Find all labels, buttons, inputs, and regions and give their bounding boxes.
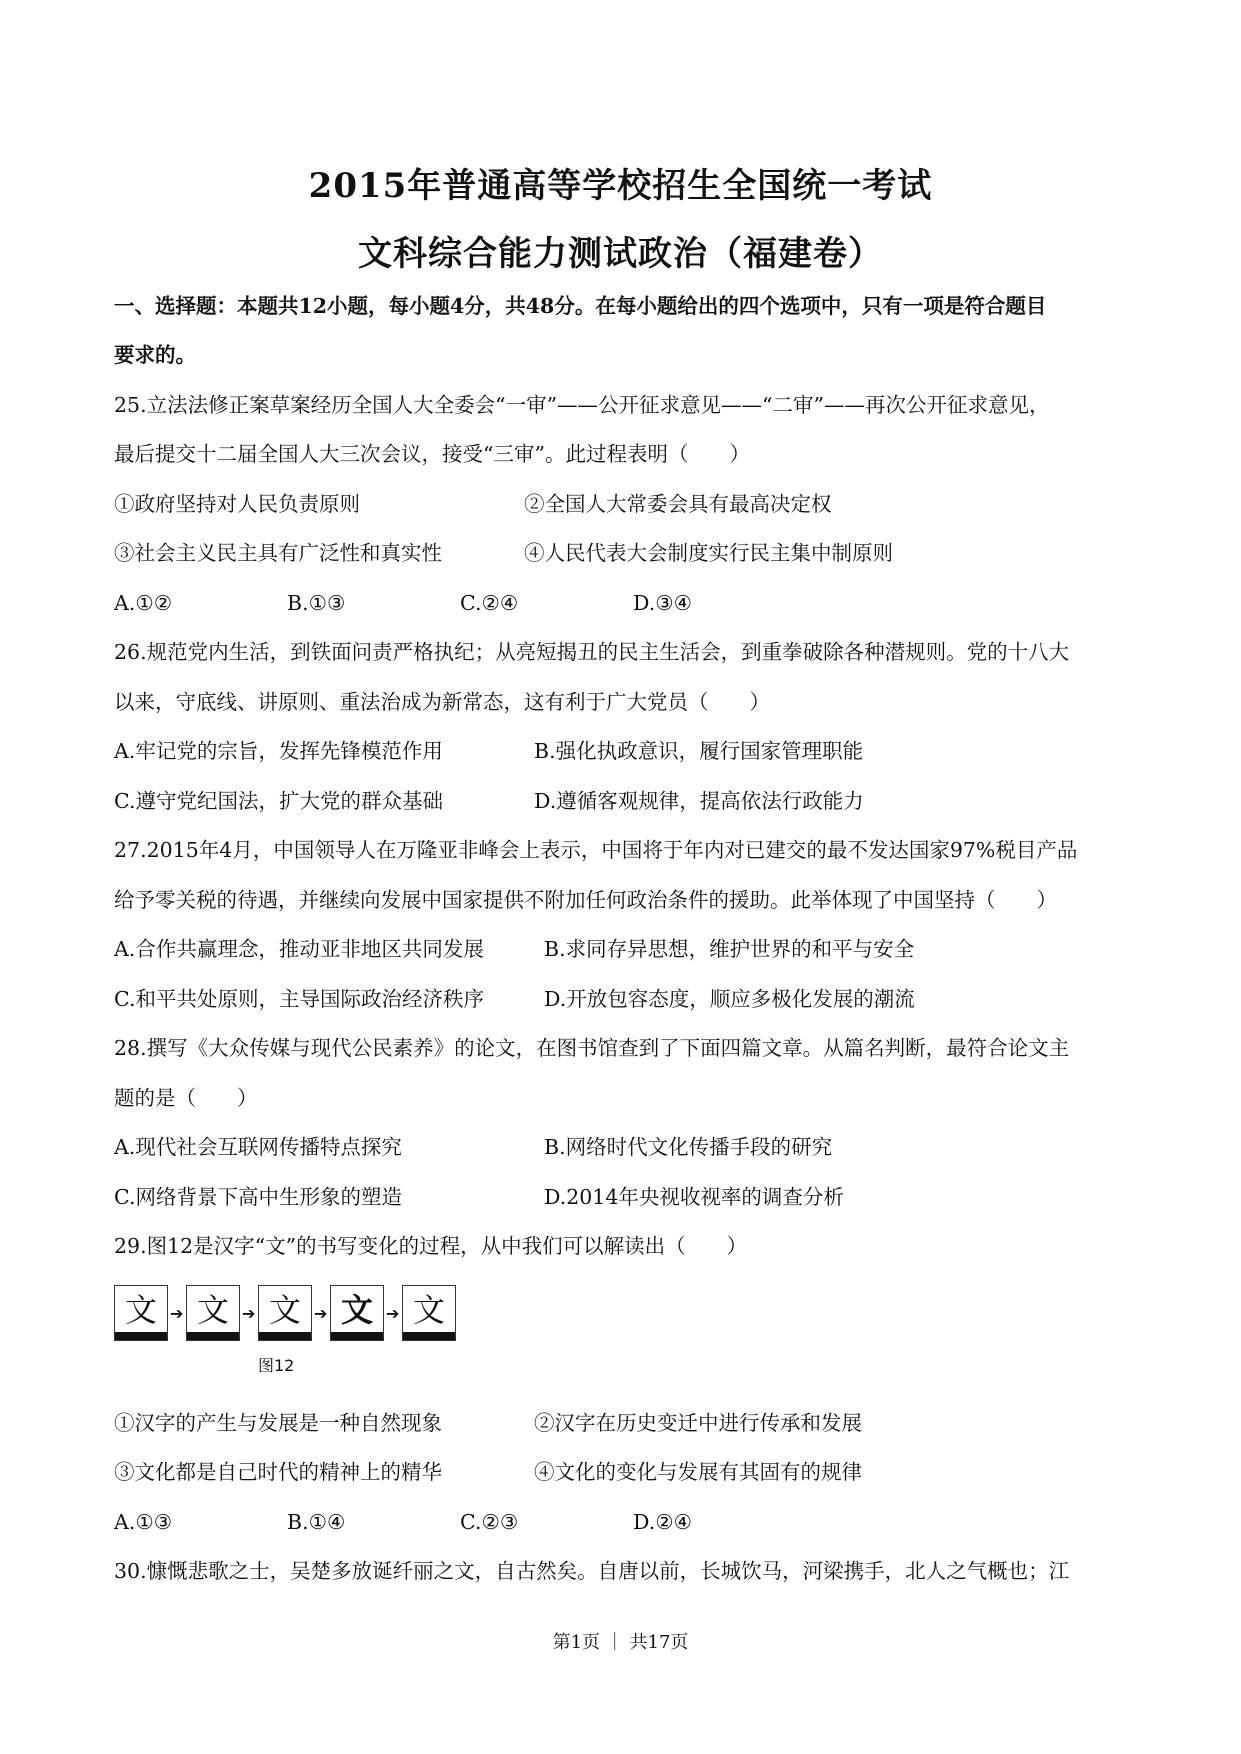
q25-statement-2: ②全国人大常委会具有最高决定权 <box>524 492 832 516</box>
page-footer: 第1页 ｜ 共17页 <box>552 1632 689 1653</box>
glyph-label-bar-2 <box>187 1332 239 1340</box>
q26-stem-line1: 26.规范党内生活，到铁面问责严格执纪；从亮短揭丑的民主生活会，到重拳破除各种潜规则。党的十八大 <box>114 640 1070 664</box>
glyph-stage-5 <box>402 1285 456 1341</box>
q25-statement-3: ③社会主义民主具有广泛性和真实性 <box>114 541 442 565</box>
glyph-char-2: 文 <box>196 1291 229 1329</box>
q28-option-d: D.2014年央视收视率的调查分析 <box>544 1185 844 1209</box>
q25-stem-line1: 25.立法法修正案草案经历全国人大全委会“一审”——公开征求意见——“二审”——再次公开征求意见， <box>114 393 1050 417</box>
q28-option-b: B.网络时代文化传播手段的研究 <box>544 1135 833 1159</box>
q27-option-b: B.求同存异思想，维护世界的和平与安全 <box>544 937 915 961</box>
q25-stem-line2: 最后提交十二届全国人大三次会议，接受“三审”。此过程表明（ ） <box>114 442 750 466</box>
q28-stem-line1: 28.撰写《大众传媒与现代公民素养》的论文，在图书馆查到了下面四篇文章。从篇名判断，最符合论文主 <box>114 1036 1070 1060</box>
exam-title: 2015年普通高等学校招生全国统一考试 <box>308 166 933 206</box>
q26-option-a: A.牢记党的宗旨，发挥先锋模范作用 <box>114 739 443 763</box>
glyph-label-bar-1 <box>115 1332 167 1340</box>
q29-statement-4: ④文化的变化与发展有其固有的规律 <box>534 1460 862 1484</box>
q29-statement-1: ①汉字的产生与发展是一种自然现象 <box>114 1411 442 1435</box>
q29-option-a: A.①③ <box>114 1510 173 1534</box>
q27-option-c: C.和平共处原则，主导国际政治经济秩序 <box>114 987 484 1011</box>
q29-option-d: D.②④ <box>633 1510 692 1534</box>
q27-stem-line1: 27.2015年4月，中国领导人在万隆亚非峰会上表示，中国将于年内对已建交的最不发达国家97%税目产品 <box>114 838 1078 862</box>
q25-option-a: A.①② <box>114 591 173 615</box>
arrow-right-icon: ➔ <box>242 1304 256 1323</box>
figure-caption: 图12 <box>258 1356 295 1375</box>
q27-option-d: D.开放包容态度，顺应多极化发展的潮流 <box>544 987 915 1011</box>
glyph-label-bar-3 <box>259 1332 311 1340</box>
glyph-char-4: 文 <box>340 1291 373 1329</box>
section-instructions-line1: 一、选择题：本题共12小题，每小题4分，共48分。在每小题给出的四个选项中，只有一项是符合题目 <box>114 294 1047 318</box>
arrow-right-icon: ➔ <box>386 1304 400 1323</box>
exam-subtitle: 文科综合能力测试政治（福建卷） <box>358 234 883 274</box>
glyph-char-3: 文 <box>268 1291 301 1329</box>
figure-12-character-evolution <box>114 1285 454 1385</box>
q28-option-c: C.网络背景下高中生形象的塑造 <box>114 1185 402 1209</box>
q25-option-b: B.①③ <box>287 591 346 615</box>
glyph-char-5: 文 <box>412 1291 445 1329</box>
q27-option-a: A.合作共赢理念，推动亚非地区共同发展 <box>114 937 484 961</box>
q29-option-c: C.②③ <box>460 1510 519 1534</box>
section-instructions-line2: 要求的。 <box>114 343 196 367</box>
glyph-stage-2 <box>186 1285 240 1341</box>
q26-option-b: B.强化执政意识，履行国家管理职能 <box>534 739 864 763</box>
glyph-label-bar-4 <box>331 1332 383 1340</box>
q25-option-c: C.②④ <box>460 591 519 615</box>
q29-stem-line1: 29.图12是汉字“文”的书写变化的过程，从中我们可以解读出（ ） <box>114 1234 748 1258</box>
arrow-right-icon: ➔ <box>314 1304 328 1323</box>
glyph-stage-1 <box>114 1285 168 1341</box>
q29-option-b: B.①④ <box>287 1510 346 1534</box>
glyph-stage-4 <box>330 1285 384 1341</box>
q26-stem-line2: 以来，守底线、讲原则、重法治成为新常态，这有利于广大党员（ ） <box>114 690 770 714</box>
glyph-stage-3 <box>258 1285 312 1341</box>
q28-option-a: A.现代社会互联网传播特点探究 <box>114 1135 402 1159</box>
q28-stem-line2: 题的是（ ） <box>114 1086 258 1110</box>
glyph-char-1: 文 <box>124 1291 157 1329</box>
q25-statement-4: ④人民代表大会制度实行民主集中制原则 <box>524 541 893 565</box>
q30-stem-line1: 30.慷慨悲歌之士，吴楚多放诞纤丽之文，自古然矣。自唐以前，长城饮马，河梁携手，北人之气概也；江 <box>114 1559 1070 1583</box>
arrow-right-icon: ➔ <box>170 1304 184 1323</box>
q25-option-d: D.③④ <box>633 591 692 615</box>
q26-option-c: C.遵守党纪国法，扩大党的群众基础 <box>114 789 443 813</box>
q25-statement-1: ①政府坚持对人民负责原则 <box>114 492 360 516</box>
glyph-label-bar-5 <box>403 1332 455 1340</box>
q29-statement-2: ②汉字在历史变迁中进行传承和发展 <box>534 1411 862 1435</box>
q27-stem-line2: 给予零关税的待遇，并继续向发展中国家提供不附加任何政治条件的援助。此举体现了中国坚持（ ） <box>114 888 1057 912</box>
q29-statement-3: ③文化都是自己时代的精神上的精华 <box>114 1460 442 1484</box>
q26-option-d: D.遵循客观规律，提高依法行政能力 <box>534 789 864 813</box>
